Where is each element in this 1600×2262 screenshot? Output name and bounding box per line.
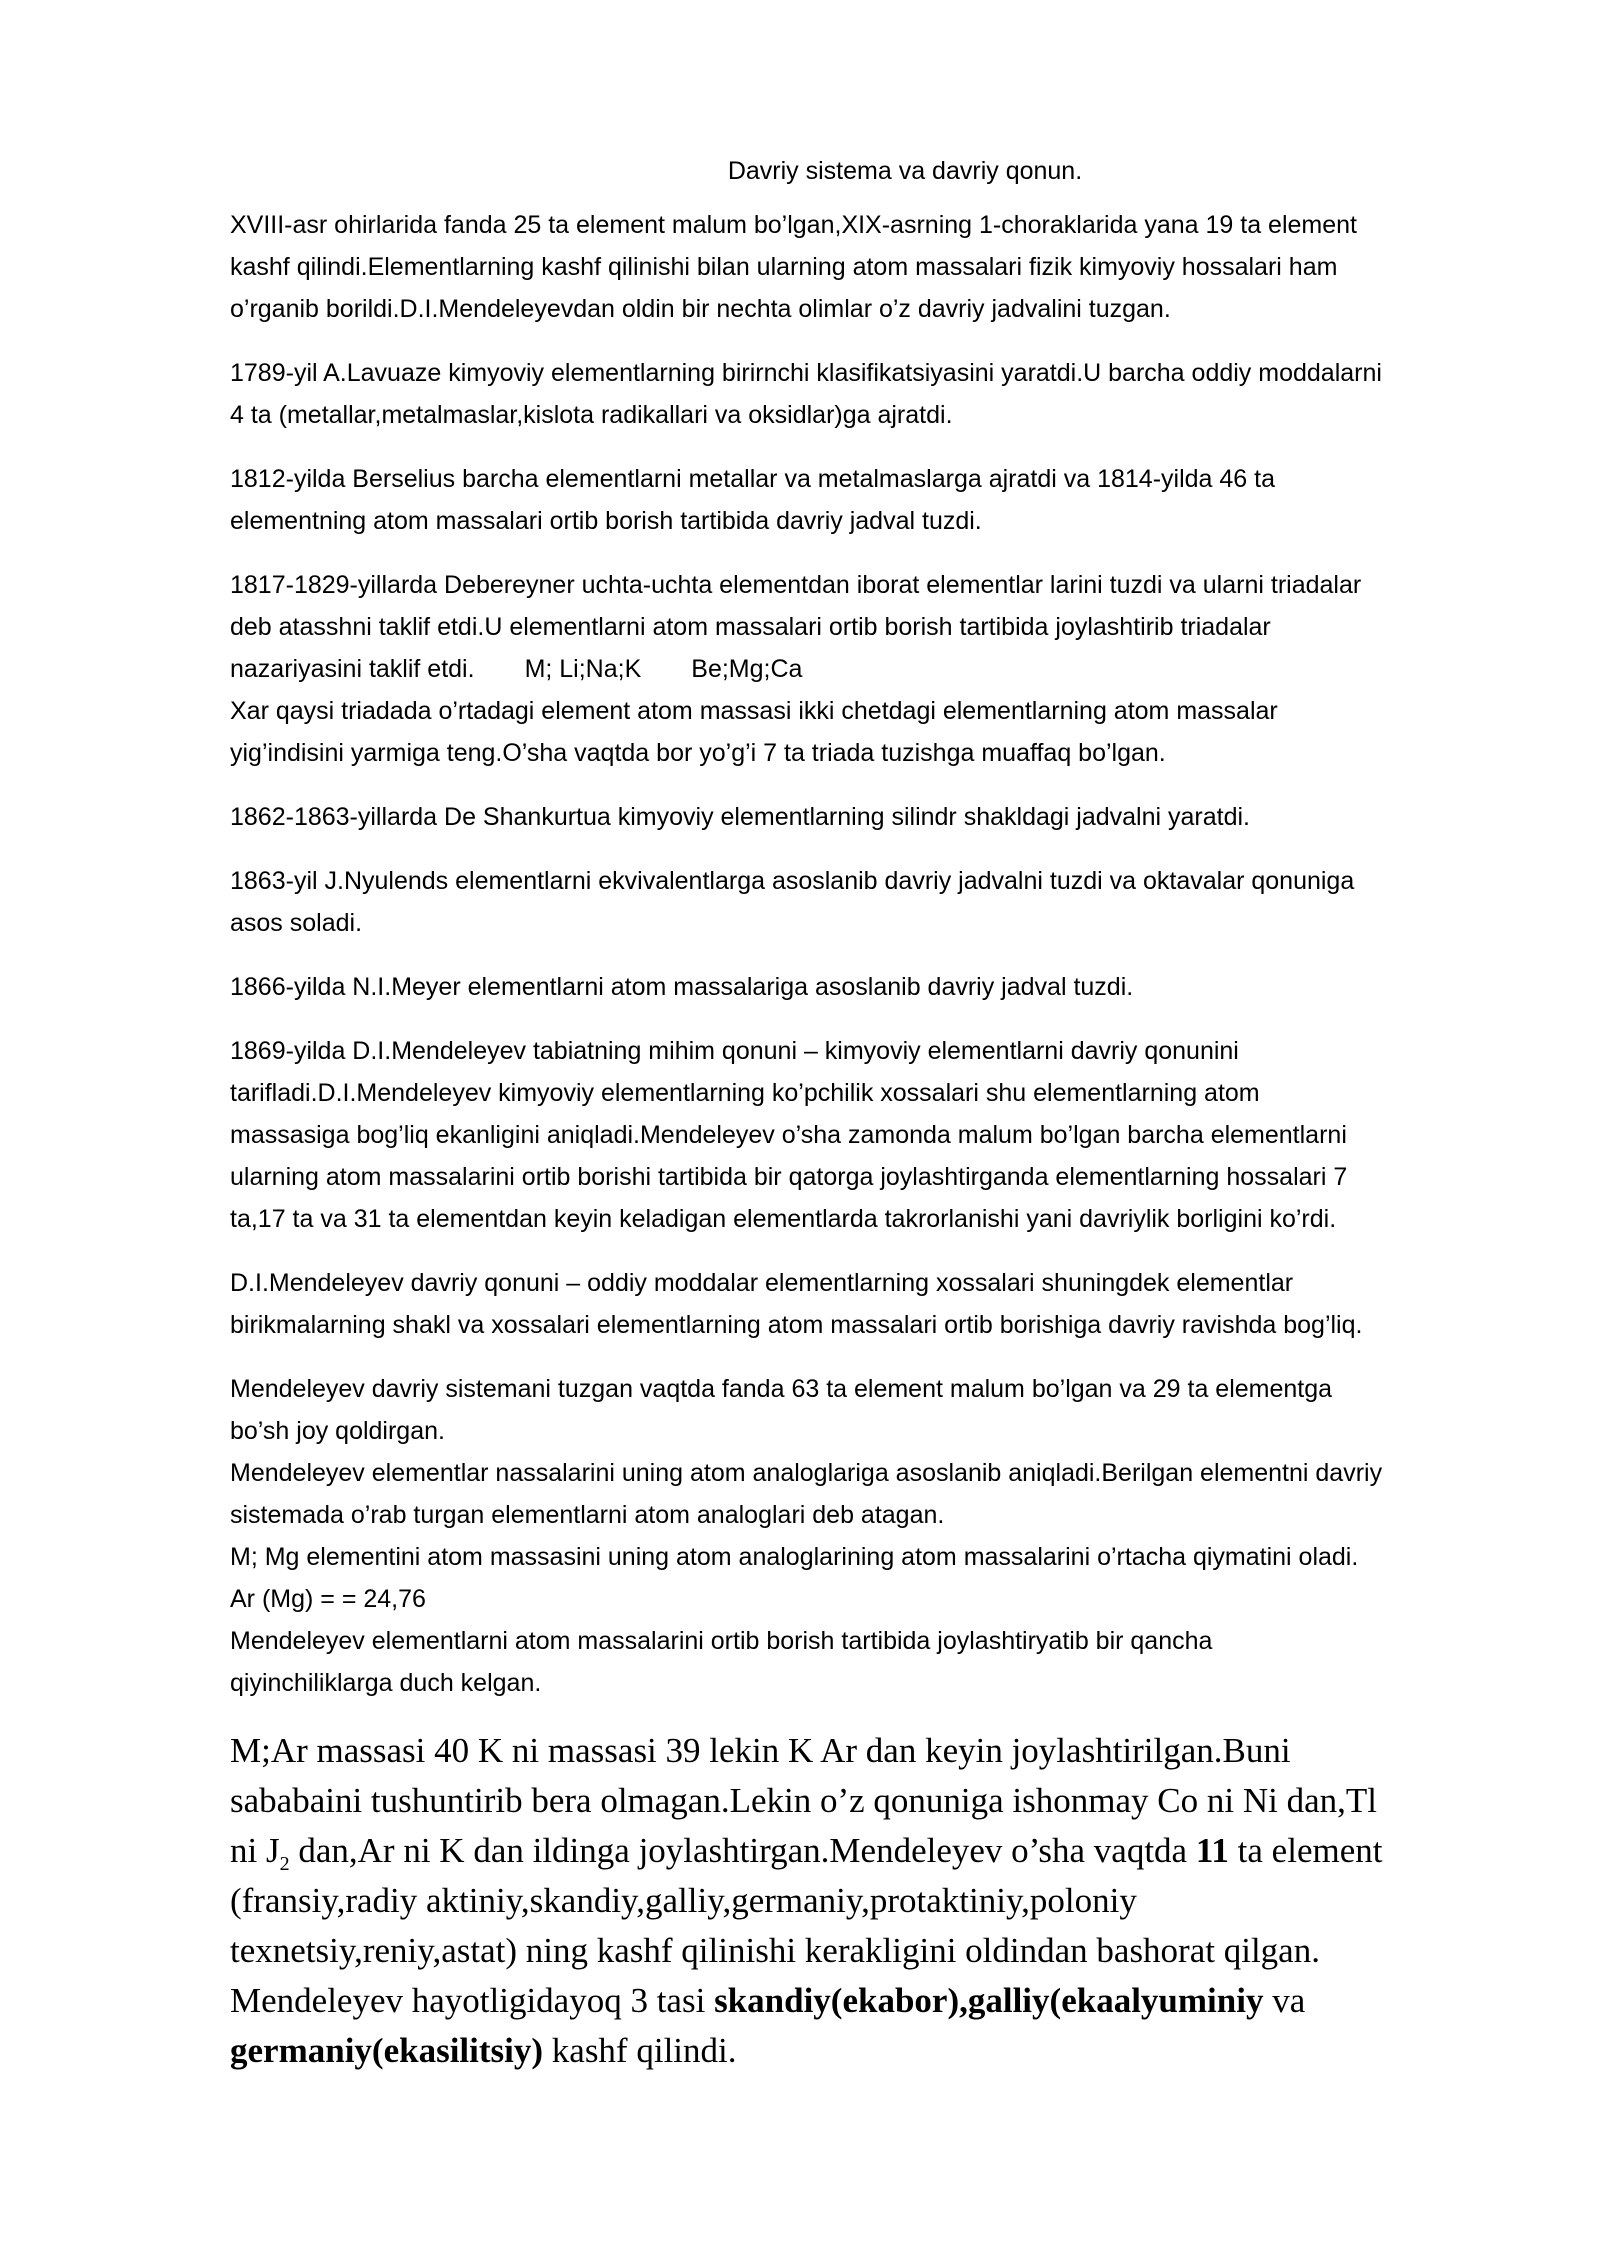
text-line: M; Mg elementini atom massasini uning atom analoglarining atom massalarini o’rtacha qiymatini oladi. — [230, 1543, 1359, 1571]
text-line: XVIII-asr ohirlarida fanda 25 ta element malum bo’lgan,XIX-asrning 1-choraklarida yana 19 ta element — [230, 211, 1358, 239]
text-line: 1789-yil A.Lavuaze kimyoviy elementlarning birirnchi klasifikatsiyasini yaratdi.U barcha oddiy moddalarni — [230, 359, 1382, 387]
text-segment: va — [1263, 1981, 1306, 2020]
text-line: yig’indisini yarmiga teng.O’sha vaqtda bor yo’g’i 7 ta triada tuzishga muaffaq bo’lgan. — [230, 739, 1166, 767]
paragraph-predictions — [230, 1726, 1490, 2076]
paragraph-lavuaze — [230, 352, 1490, 436]
text-line: sistemada o’rab turgan elementlarni atom analoglari deb atagan. — [230, 1501, 945, 1529]
text-segment: nazariyasini taklif etdi. — [230, 655, 475, 683]
text-line — [230, 2026, 1490, 2076]
paragraph-debereyner — [230, 564, 1490, 774]
text-line: 4 ta (metallar,metalmaslar,kislota radikallari va oksidlar)ga ajratdi. — [230, 401, 953, 429]
text-line: (fransiy,radiy aktiniy,skandiy,galliy,germaniy,protaktiniy,poloniy — [230, 1881, 1137, 1920]
text-line: 1817-1829-yillarda Debereyner uchta-uchta elementdan iborat elementlar larini tuzdi va ularni triadalar — [230, 571, 1362, 599]
text-line: Mendeleyev elementlarni atom massalarini ortib borish tartibida joylashtiryatib bir qancha — [230, 1627, 1213, 1655]
paragraph-meyer — [230, 966, 1490, 1008]
text-line-triads — [230, 648, 1490, 690]
text-line — [230, 1826, 1490, 1876]
paragraph-nyulends — [230, 860, 1490, 944]
text-line: 1866-yilda N.I.Meyer elementlarni atom massalariga asoslanib davriy jadval tuzdi. — [230, 973, 1134, 1001]
subscript: 2 — [279, 1853, 290, 1875]
paragraph-analogs — [230, 1368, 1490, 1704]
paragraph-intro — [230, 204, 1490, 330]
bold-elements: skandiy(ekabor),galliy(ekaalyuminiy — [714, 1981, 1264, 2020]
text-segment: Mendeleyev hayotligidayoq 3 tasi — [230, 1981, 715, 2020]
paragraph-berselius — [230, 458, 1490, 542]
bold-element: germaniy(ekasilitsiy) — [230, 2031, 544, 2070]
text-line: tarifladi.D.I.Mendeleyev kimyoviy elementlarning ko’pchilik xossalari shu elementlarning atom — [230, 1079, 1260, 1107]
triad-example-2: Be;Mg;Ca — [691, 655, 803, 683]
text-line: kashf qilindi.Elementlarning kashf qilinishi bilan ularning atom massalari fizik kimyoviy hossalari ham — [230, 253, 1338, 281]
text-line: asos soladi. — [230, 909, 363, 937]
text-line: Xar qaysi triadada o’rtadagi element atom massasi ikki chetdagi elementlarning atom massalar — [230, 697, 1278, 725]
paragraph-periodic-law — [230, 1262, 1490, 1346]
text-line: 1863-yil J.Nyulends elementlarni ekvivalentlarga asoslanib davriy jadvalni tuzdi va oktavalar qonuniga — [230, 867, 1355, 895]
text-line: M;Ar massasi 40 K ni massasi 39 lekin K Ar dan keyin joylashtirilgan.Buni — [230, 1731, 1291, 1770]
paragraph-shankurtua — [230, 796, 1490, 838]
text-line: ta,17 ta va 31 ta elementdan keyin keladigan elementlarda takrorlanishi yani davriylik borligini ko’rdi. — [230, 1205, 1337, 1233]
text-line: birikmalarning shakl va xossalari elementlarning atom massalari ortib borishiga davriy ravishda bog’liq. — [230, 1311, 1363, 1339]
text-line: massasiga bog’liq ekanligini aniqladi.Mendeleyev o’sha zamonda malum bo’lgan barcha elementlarni — [230, 1121, 1347, 1149]
text-segment: ni J — [230, 1831, 280, 1870]
text-line: elementning atom massalari ortib borish tartibida davriy jadval tuzdi. — [230, 507, 982, 535]
text-segment: ta element — [1228, 1831, 1383, 1870]
text-line: texnetsiy,reniy,astat) ning kashf qilinishi kerakligini oldindan bashorat qilgan. — [230, 1931, 1320, 1970]
text-line: deb atasshni taklif etdi.U elementlarni atom massalari ortib borish tartibida joylashtirib triadalar — [230, 613, 1271, 641]
formula-line: Ar (Mg) = = 24,76 — [230, 1585, 426, 1613]
text-segment: dan,Ar ni K dan ildinga joylashtirgan.Mendeleyev o’sha vaqtda — [289, 1831, 1196, 1870]
text-line: ularning atom massalarini ortib borishi tartibida bir qatorga joylashtirganda elementlarning hossalari 7 — [230, 1163, 1348, 1191]
text-line: sababaini tushuntirib bera olmagan.Lekin o’z qonuniga ishonmay Co ni Ni dan,Tl — [230, 1781, 1377, 1820]
text-line: 1862-1863-yillarda De Shankurtua kimyoviy elementlarning silindr shakldagi jadvalni yaratdi. — [230, 803, 1250, 831]
text-line: D.I.Mendeleyev davriy qonuni – oddiy moddalar elementlarning xossalari shuningdek elementlar — [230, 1269, 1294, 1297]
text-line: o’rganib borildi.D.I.Mendeleyevdan oldin bir nechta olimlar o’z davriy jadvalini tuzgan. — [230, 295, 1171, 323]
text-line: 1869-yilda D.I.Mendeleyev tabiatning mihim qonuni – kimyoviy elementlarni davriy qonunini — [230, 1037, 1239, 1065]
text-line: Mendeleyev elementlar nassalarini uning atom analoglariga asoslanib aniqladi.Berilgan elementni davriy — [230, 1459, 1383, 1487]
text-line — [230, 1976, 1490, 2026]
triad-example-1: M; Li;Na;K — [524, 655, 642, 683]
paragraph-mendeleyev-1869 — [230, 1030, 1490, 1240]
text-segment: kashf qilindi. — [543, 2031, 737, 2070]
text-line: Mendeleyev davriy sistemani tuzgan vaqtda fanda 63 ta element malum bo’lgan va 29 ta elementga — [230, 1375, 1333, 1403]
text-line: qiyinchiliklarga duch kelgan. — [230, 1669, 542, 1697]
bold-number: 11 — [1195, 1831, 1229, 1870]
text-line: bo’sh joy qoldirgan. — [230, 1417, 445, 1445]
document-title: Davriy sistema va davriy qonun. — [727, 157, 1083, 185]
text-line: 1812-yilda Berselius barcha elementlarni metallar va metalmaslarga ajratdi va 1814-yilda 46 ta — [230, 465, 1275, 493]
